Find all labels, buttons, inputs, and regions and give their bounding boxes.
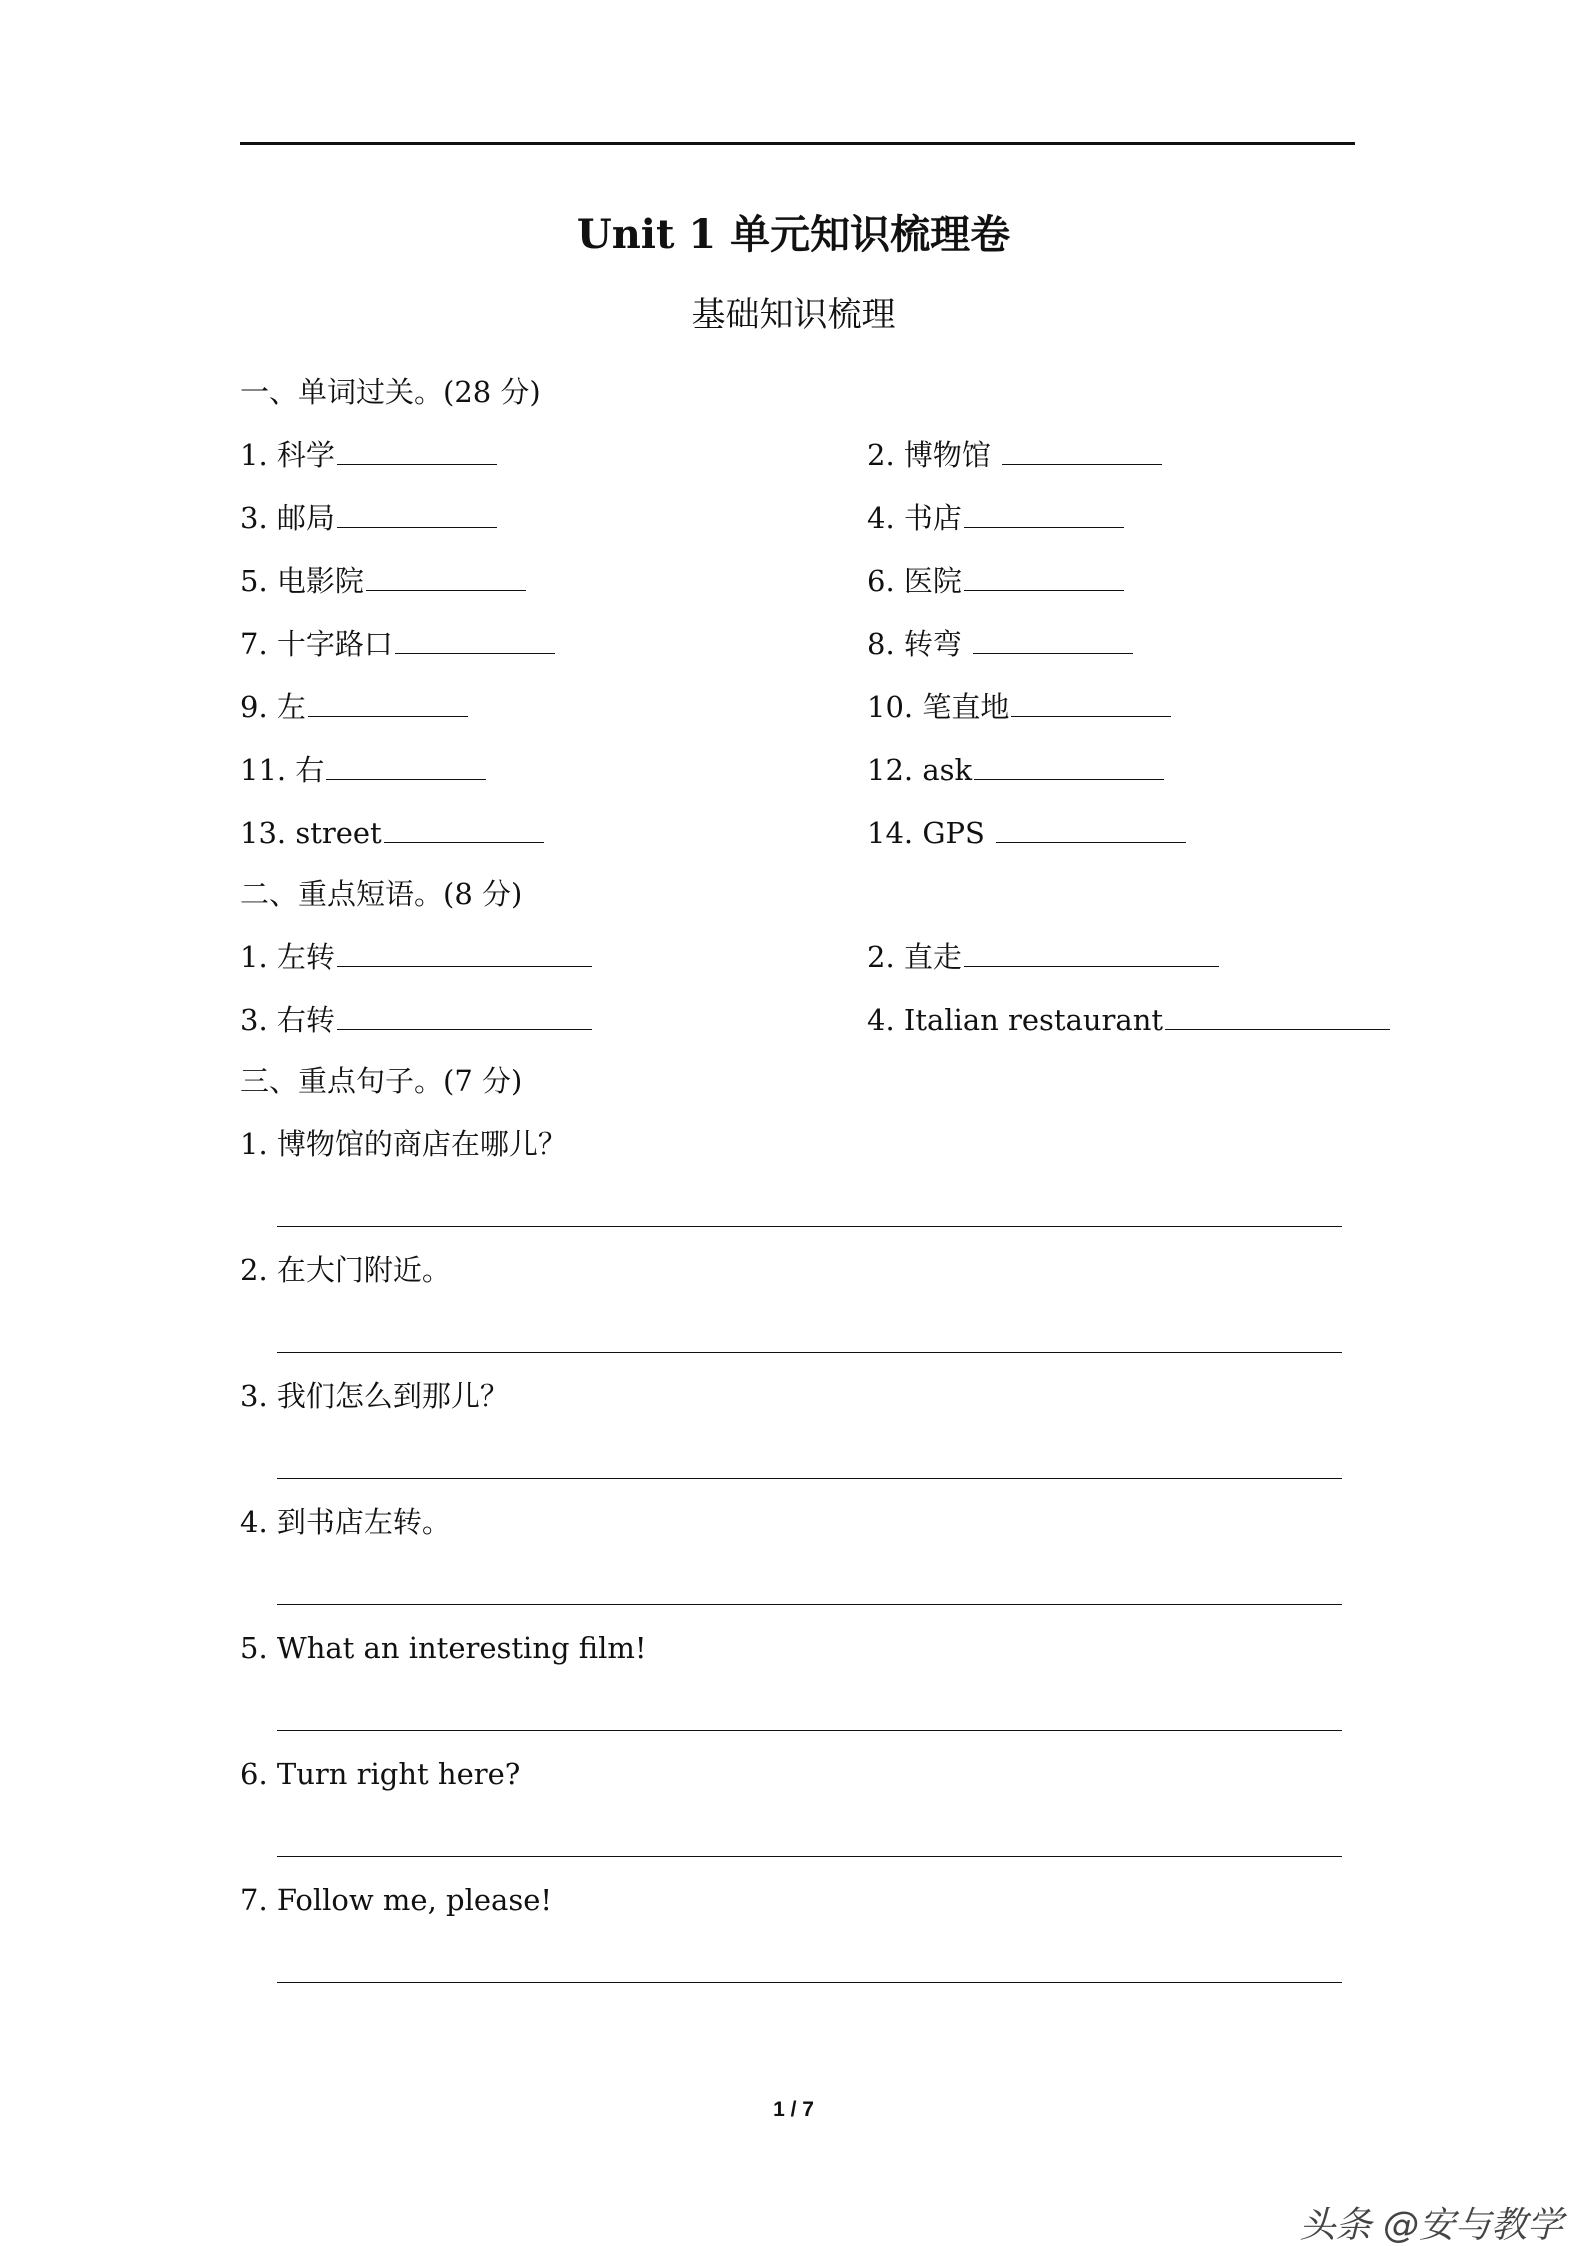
phrase-item: 2. 直走 <box>867 935 1219 979</box>
sentence-item: 2. 在大门附近。 <box>240 1253 451 1287</box>
answer-blank[interactable] <box>974 749 1164 780</box>
answer-line[interactable] <box>277 1478 1342 1479</box>
word-item: 4. 书店 <box>867 496 1124 540</box>
phrase-item: 3. 右转 <box>240 998 592 1042</box>
sentence-item: 7. Follow me, please! <box>240 1883 553 1917</box>
answer-blank[interactable] <box>337 936 592 967</box>
answer-blank[interactable] <box>308 686 468 717</box>
answer-blank[interactable] <box>395 623 555 654</box>
page-title: Unit 1 单元知识梳理卷 <box>576 211 1011 258</box>
answer-blank[interactable] <box>964 936 1219 967</box>
sentence-item: 1. 博物馆的商店在哪儿？ <box>240 1127 567 1161</box>
word-item: 6. 医院 <box>867 559 1124 603</box>
answer-blank[interactable] <box>337 999 592 1030</box>
answer-blank[interactable] <box>964 560 1124 591</box>
sentence-item: 6. Turn right here? <box>240 1757 521 1791</box>
answer-blank[interactable] <box>326 749 486 780</box>
word-item: 11. 右 <box>240 748 486 792</box>
answer-line[interactable] <box>277 1856 1342 1857</box>
answer-line[interactable] <box>277 1226 1342 1227</box>
page-number: 1 / 7 <box>773 2098 814 2121</box>
answer-blank[interactable] <box>964 497 1124 528</box>
sentence-item: 4. 到书店左转。 <box>240 1505 451 1539</box>
word-item: 7. 十字路口 <box>240 622 555 666</box>
word-item: 13. street <box>240 811 544 855</box>
section3-heading: 三、重点句子。(7 分) <box>240 1064 523 1098</box>
word-item: 9. 左 <box>240 685 468 729</box>
answer-line[interactable] <box>277 1352 1342 1353</box>
word-item: 2. 博物馆 <box>867 433 1162 477</box>
header-rule <box>240 142 1355 145</box>
watermark: 头条 @安与教学 <box>1299 2205 1563 2246</box>
sentence-item: 5. What an interesting film! <box>240 1631 647 1665</box>
word-item: 3. 邮局 <box>240 496 497 540</box>
answer-blank[interactable] <box>1002 434 1162 465</box>
answer-blank[interactable] <box>1011 686 1171 717</box>
word-item: 10. 笔直地 <box>867 685 1171 729</box>
section2-heading: 二、重点短语。(8 分) <box>240 877 523 911</box>
answer-blank[interactable] <box>973 623 1133 654</box>
answer-line[interactable] <box>277 1604 1342 1605</box>
phrase-item: 1. 左转 <box>240 935 592 979</box>
answer-blank[interactable] <box>384 812 544 843</box>
word-item: 14. GPS <box>867 811 1186 855</box>
answer-blank[interactable] <box>996 812 1186 843</box>
word-item: 8. 转弯 <box>867 622 1133 666</box>
answer-blank[interactable] <box>366 560 526 591</box>
word-item: 12. ask <box>867 748 1164 792</box>
sentence-item: 3. 我们怎么到那儿？ <box>240 1379 509 1413</box>
answer-blank[interactable] <box>337 434 497 465</box>
word-item: 5. 电影院 <box>240 559 526 603</box>
answer-line[interactable] <box>277 1730 1342 1731</box>
section1-heading: 一、单词过关。(28 分) <box>240 375 541 409</box>
phrase-item: 4. Italian restaurant <box>867 998 1390 1042</box>
answer-blank[interactable] <box>1165 999 1390 1030</box>
page-subtitle: 基础知识梳理 <box>691 295 896 335</box>
word-item: 1. 科学 <box>240 433 497 477</box>
answer-line[interactable] <box>277 1982 1342 1983</box>
answer-blank[interactable] <box>337 497 497 528</box>
